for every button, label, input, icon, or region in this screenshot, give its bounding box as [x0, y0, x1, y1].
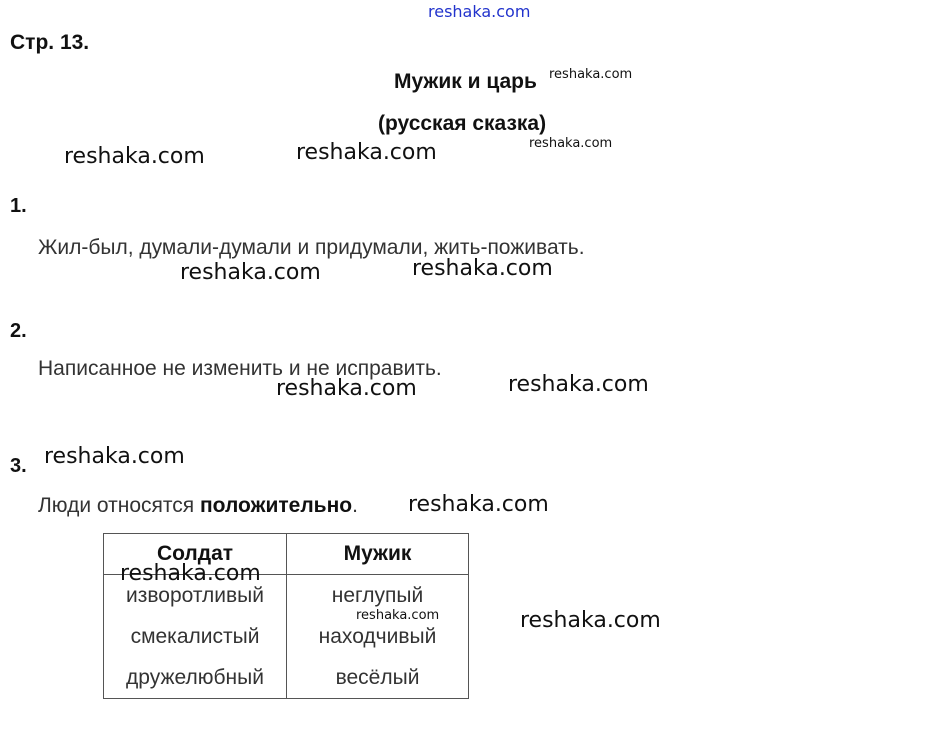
table-cell: изворотливый [104, 575, 287, 617]
page-label: Стр. 13. [10, 31, 90, 54]
table-cell: неглупый [287, 575, 469, 617]
watermark-top: reshaka.com [428, 2, 531, 21]
table-cell: весёлый [287, 657, 469, 699]
answer-text-bold: положительно [199, 494, 353, 517]
story-subtitle: (русская сказка) [378, 112, 547, 135]
column-header-peasant: Мужик [287, 534, 469, 575]
table-row [104, 657, 469, 699]
answer-text: Написанное не изменить и не исправить. [38, 357, 442, 380]
section-number: 3. [10, 455, 27, 477]
answer-text-end: . [352, 494, 358, 517]
watermark: reshaka.com [412, 256, 553, 281]
watermark: reshaka.com [180, 260, 321, 285]
watermark: reshaka.com [408, 492, 549, 517]
column-header-soldier: Солдат [104, 534, 287, 575]
watermark: reshaka.com [44, 444, 185, 469]
answer-text [38, 494, 358, 518]
watermark: reshaka.com [64, 144, 205, 169]
table-cell: находчивый [287, 616, 469, 657]
watermark: reshaka.com [520, 608, 661, 633]
section-number: 1. [10, 195, 27, 217]
watermark: reshaka.com [508, 372, 649, 397]
story-title: Мужик и царь [394, 70, 537, 93]
watermark: reshaka.com [356, 608, 440, 623]
section-number: 2. [10, 320, 27, 342]
answer-text-start: Люди относятся [38, 494, 200, 517]
watermark: reshaka.com [549, 67, 633, 82]
table-cell: смекалистый [104, 616, 287, 657]
watermark: reshaka.com [120, 561, 261, 586]
watermark: reshaka.com [296, 140, 437, 165]
table-cell: дружелюбный [104, 657, 287, 699]
watermark: reshaka.com [276, 376, 417, 401]
answer-text: Жил-был, думали-думали и придумали, жить-поживать. [38, 236, 585, 259]
watermark: reshaka.com [529, 136, 613, 151]
